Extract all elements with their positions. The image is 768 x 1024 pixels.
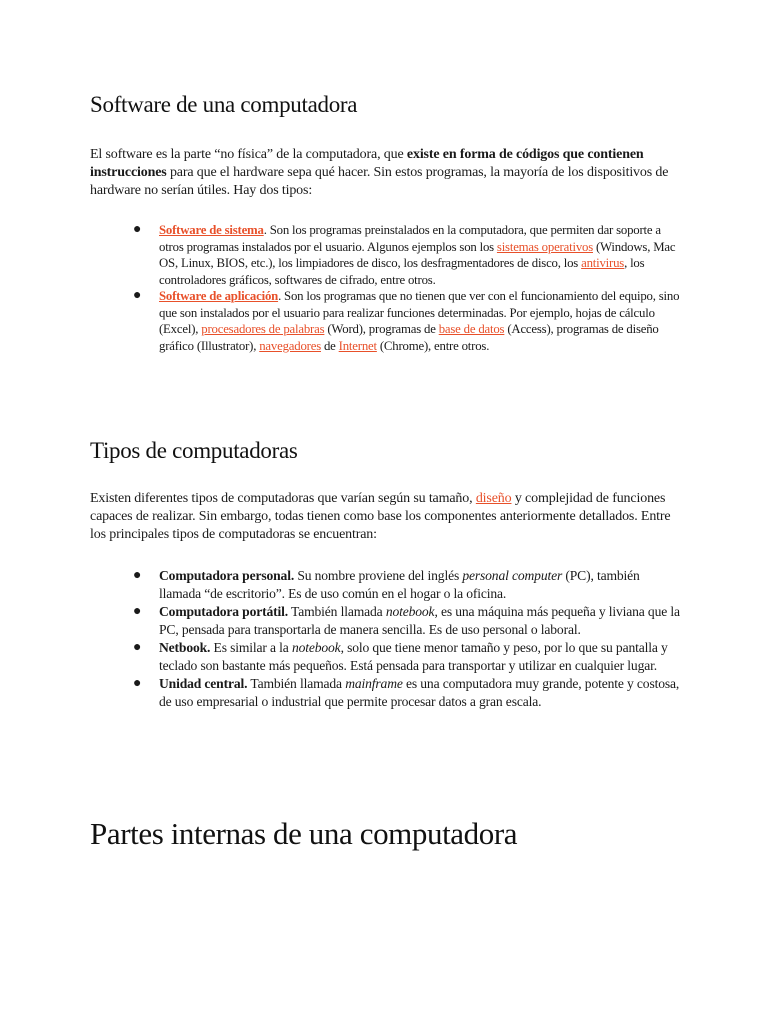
item-text: , es una máquina más pequeña y liviana que la PC, pensada para transportarla de manera sencilla. Es de uso personal o laboral. <box>159 604 680 637</box>
intro-bold: existe en forma de códigos que contienen instrucciones <box>90 147 644 180</box>
link-navegadores[interactable]: navegadores <box>259 338 321 353</box>
item-bold-title: Unidad central. <box>159 676 248 691</box>
intro-text-2: y complejidad de funciones capaces de realizar. Sin embargo, todas tienen como base los componentes anteriormente detallados. Entre los principales tipos de computadoras se encuentran: <box>90 491 671 542</box>
list-item-computadora-portatil <box>133 603 680 639</box>
bullet-icon: ● <box>133 222 142 237</box>
item-text: También llamada <box>288 604 386 619</box>
item-bold-title: Netbook. <box>159 640 211 655</box>
intro-text-1: Existen diferentes tipos de computadoras que varían según su tamaño, <box>90 491 476 506</box>
item-text: es una computadora muy grande, potente y costosa, de uso empresarial o industrial que permite procesar datos a gran escala. <box>159 676 680 709</box>
item-text: (Access), programas de diseño gráfico (Illustrator), <box>159 322 659 353</box>
item-text: (Windows, Mac OS, Linux, BIOS, etc.), los limpiadores de disco, los desfragmentadores de disco, los <box>159 239 676 270</box>
item-text: Su nombre proviene del inglés <box>294 568 463 583</box>
paragraph-software-intro <box>90 146 672 200</box>
link-procesadores-de-palabras[interactable]: procesadores de palabras <box>201 322 325 336</box>
item-text: (Word), programas de <box>324 322 439 336</box>
intro-text-1: El software es la parte “no física” de la computadora, que <box>90 147 407 162</box>
computer-types-list <box>133 567 680 711</box>
link-diseno[interactable]: diseño <box>475 491 512 506</box>
item-italic: mainframe <box>345 676 403 691</box>
item-text: . Son los programas que no tienen que ver con el funcionamiento del equipo, sino que son instalados por el usuario para realizar funciones determinadas. Por ejemplo, hojas de cálculo (Excel), <box>159 289 680 336</box>
item-text: Es similar a la <box>210 640 292 655</box>
list-item-software-sistema <box>133 222 680 288</box>
item-italic: notebook <box>291 640 341 655</box>
bullet-icon: ● <box>133 288 142 303</box>
bullet-icon: ● <box>133 640 142 655</box>
link-software-de-aplicacion[interactable]: Software de aplicación <box>159 289 279 303</box>
item-bold-title: Computadora portátil. <box>159 604 289 619</box>
list-item-unidad-central <box>133 675 680 711</box>
item-text: , los controladores gráficos, softwares de cifrado, entre otros. <box>159 256 645 287</box>
list-item-netbook <box>133 639 680 675</box>
item-bold-title: Computadora personal. <box>159 568 295 583</box>
item-text: . Son los programas preinstalados en la computadora, que permiten dar soporte a otros programas instalados por el usuario. Algunos ejemplos son los <box>159 223 661 254</box>
link-sistemas-operativos[interactable]: sistemas operativos <box>496 239 593 254</box>
item-text: (PC), también llamada “de escritorio”. Es de uso común en el hogar o la oficina. <box>159 568 640 601</box>
bullet-icon: ● <box>133 604 142 619</box>
item-text: También llamada <box>247 676 346 691</box>
link-base-de-datos[interactable]: base de datos <box>438 322 505 336</box>
item-italic: personal computer <box>462 568 563 583</box>
software-types-list <box>133 222 680 354</box>
intro-text-2: para que el hardware sepa qué hacer. Sin estos programas, la mayoría de los dispositivos de hardware no serían útiles. Hay dos tipos: <box>90 165 669 198</box>
list-item-computadora-personal <box>133 567 680 603</box>
heading-partes-internas: Partes internas de una computadora <box>90 816 518 851</box>
item-text: , solo que tiene menor tamaño y peso, por lo que su pantalla y teclado son bastante más pequeños. Está pensada para transportar y utilizar en cualquier lugar. <box>159 640 668 673</box>
paragraph-tipos-intro <box>90 490 672 544</box>
bullet-icon: ● <box>133 676 142 691</box>
item-italic: notebook <box>385 604 435 619</box>
item-text: de <box>320 338 339 353</box>
heading-tipos: Tipos de computadoras <box>90 438 298 463</box>
link-software-de-sistema[interactable]: Software de sistema <box>159 223 264 237</box>
list-item-software-aplicacion <box>133 288 680 354</box>
link-antivirus[interactable]: antivirus <box>581 256 625 270</box>
link-internet[interactable]: Internet <box>338 338 377 353</box>
item-text: (Chrome), entre otros. <box>376 338 490 353</box>
bullet-icon: ● <box>133 568 142 583</box>
heading-software: Software de una computadora <box>90 92 358 117</box>
